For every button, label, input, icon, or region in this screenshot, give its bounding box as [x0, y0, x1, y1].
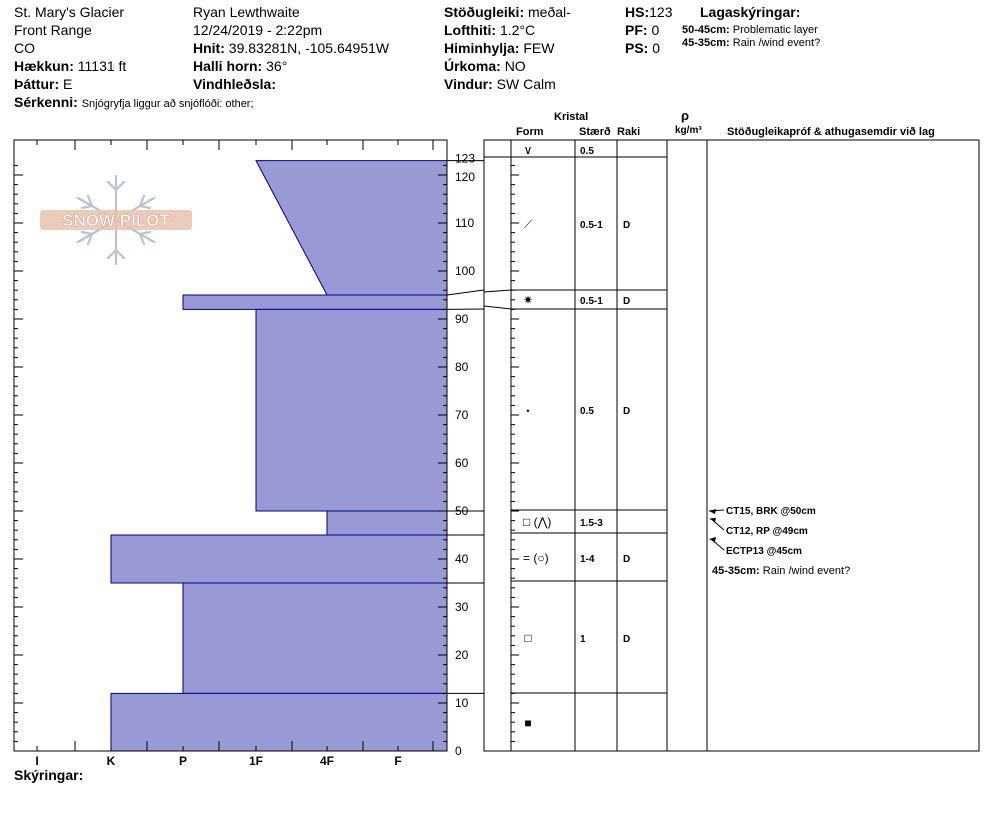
- sky-label: Himinhylja:: [444, 40, 520, 56]
- grain-size-value: 0.5-1: [580, 296, 603, 307]
- x-tick-label: F: [394, 754, 402, 768]
- stability-value: meðal-: [528, 4, 571, 20]
- pf-value: 0: [651, 22, 660, 38]
- moisture-header: Raki: [617, 126, 641, 138]
- air-temp-label: Lofthiti:: [444, 22, 497, 38]
- hardness-layer: [256, 161, 447, 295]
- hardness-layer: [183, 295, 447, 309]
- grain-size-value: 1: [580, 634, 586, 645]
- density-symbol: ρ: [681, 108, 690, 123]
- moisture-value: D: [623, 634, 631, 645]
- crystal-header: Kristal: [554, 111, 589, 123]
- y-tick-label: 0: [455, 744, 462, 758]
- layer-connector: [484, 290, 511, 292]
- y-tick-label: 80: [455, 360, 469, 374]
- slope-label: Halli horn:: [193, 58, 263, 74]
- features-label: Sérkenni:: [14, 94, 78, 110]
- stability-test-label: CT15, BRK @50cm: [726, 506, 816, 517]
- layer-note-range: 50-45cm:: [682, 24, 730, 36]
- layer-note-range: 45-35cm:: [682, 37, 730, 49]
- hs-value: 123: [649, 4, 673, 20]
- x-tick-label: P: [178, 754, 188, 768]
- grain-size-value: 1-4: [580, 554, 595, 565]
- y-tick-label: 10: [455, 696, 469, 710]
- x-tick-label: 4F: [319, 754, 335, 768]
- ps-value: 0: [652, 40, 661, 56]
- layer-notes-title: Lagaskýringar:: [700, 4, 801, 20]
- stability-test-label: CT12, RP @49cm: [726, 526, 808, 537]
- x-tick-label: K: [106, 754, 116, 768]
- precip-label: Úrkoma:: [444, 58, 501, 74]
- snowflake-logo-icon: [36, 172, 196, 268]
- grain-size-value: 0.5: [580, 146, 594, 157]
- grain-form-icon: □: [524, 631, 532, 645]
- arrow-head-icon: [709, 518, 716, 522]
- size-header: Stærð: [579, 126, 611, 138]
- y-tick-label: 30: [455, 600, 469, 614]
- grain-form-icon: ✷: [522, 293, 534, 307]
- wind-loading-label: Vindhleðsla:: [193, 76, 276, 92]
- grain-form-icon: ⟋: [524, 219, 532, 231]
- x-tick-label: 1F: [248, 754, 264, 768]
- wind-label: Vindur:: [444, 76, 493, 92]
- layer-table-frame: [484, 140, 979, 751]
- hardness-layer: [111, 693, 447, 751]
- logo-text: SNOW PILOT: [62, 211, 170, 230]
- sky-value: FEW: [523, 40, 555, 56]
- layer-connector: [484, 306, 511, 309]
- hardness-layer: [111, 535, 447, 583]
- grain-form-icon: □ (⋀): [523, 515, 552, 529]
- stability-label: Stöðugleiki:: [444, 4, 525, 20]
- elevation-value: 11131 ft: [77, 58, 127, 74]
- y-tick-label: 50: [455, 504, 469, 518]
- moisture-value: D: [623, 296, 631, 307]
- wind-value: SW Calm: [496, 76, 556, 92]
- arrow-head-icon: [709, 509, 716, 514]
- stability-test-label: ECTP13 @45cm: [726, 546, 802, 557]
- y-tick-label: 60: [455, 456, 469, 470]
- moisture-value: D: [623, 220, 631, 231]
- layer-connector: [447, 290, 484, 295]
- location: St. Mary's Glacier: [14, 4, 125, 20]
- y-tick-label: 110: [455, 216, 475, 230]
- elevation-label: Hækkun:: [14, 58, 74, 74]
- features-value: Snjógryfja liggur að snjóflóði: other;: [81, 98, 254, 110]
- arrow-head-icon: [709, 537, 716, 542]
- range: Front Range: [14, 22, 92, 38]
- y-tick-label: 100: [455, 264, 476, 278]
- moisture-value: D: [623, 554, 631, 565]
- moisture-value: D: [623, 406, 631, 417]
- observer: Ryan Lewthwaite: [193, 4, 300, 20]
- grain-size-value: 0.5: [580, 406, 594, 417]
- density-unit: kg/m³: [675, 125, 702, 136]
- y-tick-label: 20: [455, 648, 469, 662]
- coords-value: 39.83281N, -105.64951W: [228, 40, 390, 56]
- layer-comment: [712, 565, 850, 577]
- y-tick-label: 120: [455, 170, 476, 184]
- grain-size-value: 1.5-3: [580, 518, 603, 529]
- y-tick-label: 40: [455, 552, 469, 566]
- grain-form-icon: ∨: [523, 143, 533, 157]
- layer-comment-range: 45-35cm:: [712, 565, 763, 577]
- grain-form-icon: •: [526, 406, 530, 416]
- layer-note-text: Rain /wind event?: [732, 37, 821, 49]
- pf-label: PF:: [625, 22, 648, 38]
- x-tick-label: I: [35, 754, 39, 768]
- hardness-layer: [327, 511, 447, 535]
- slope-value: 36°: [266, 58, 288, 74]
- hs-label: HS:: [625, 4, 650, 20]
- grain-size-value: 0.5-1: [580, 220, 603, 231]
- form-header: Form: [516, 126, 544, 138]
- coords-label: Hnit:: [193, 40, 225, 56]
- state: CO: [14, 40, 35, 56]
- grain-form-icon: = (○): [523, 551, 549, 565]
- tests-header: Stöðugleikapróf & athugasemdir við lag: [727, 126, 935, 138]
- legend-label: Skýringar:: [14, 767, 84, 783]
- layer-comment-text: Rain /wind event?: [762, 565, 851, 577]
- aspect-label: Þáttur:: [14, 76, 60, 92]
- y-tick-label: 123: [455, 151, 476, 166]
- grain-form-icon: ■: [524, 716, 532, 730]
- hardness-layer: [183, 583, 447, 693]
- hardness-layer: [256, 309, 447, 511]
- precip-value: NO: [504, 58, 526, 74]
- aspect-value: E: [63, 76, 73, 92]
- y-tick-label: 70: [455, 408, 469, 422]
- layer-note-text: Problematic layer: [732, 24, 818, 36]
- air-temp-value: 1.2°C: [499, 22, 536, 38]
- ps-label: PS:: [625, 40, 649, 56]
- y-tick-label: 90: [455, 312, 469, 326]
- datetime: 12/24/2019 - 2:22pm: [193, 22, 323, 38]
